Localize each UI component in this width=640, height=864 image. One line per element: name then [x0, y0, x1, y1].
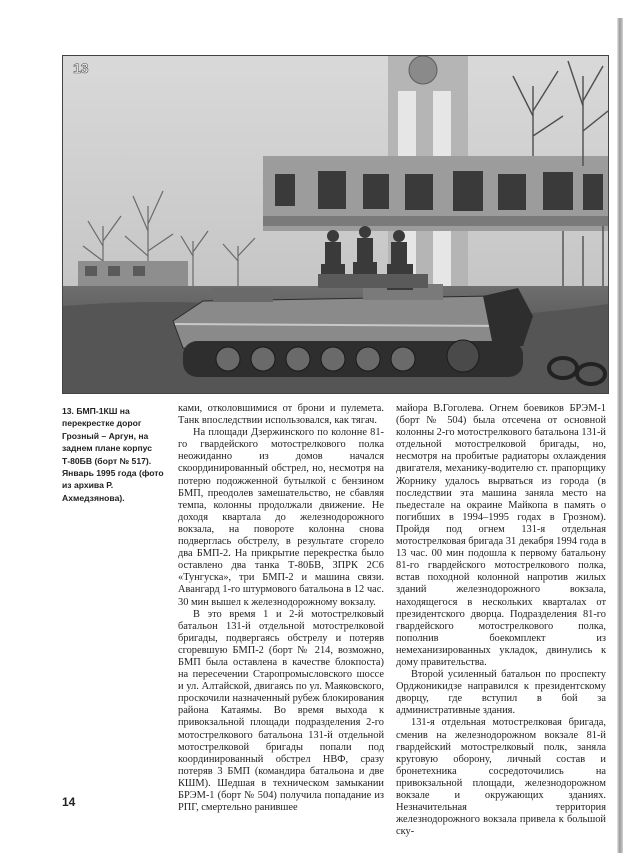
paragraph: майора В.Гоголева. Огнем боевиков БРЭМ-1 (борт № 504) была отсечена от основной колонны 2-го мотострелкового батальона 131-й отдельной мотострелковой бригады, но, несмотря на пробитые радиаторы охлаждения двигателя, механику-водителю ст. прапорщику Жорнику удалось вырваться из города (в последствии эта машина заняла место на пьедестале на окраине Майкопа в память о погибших в 1994–1995 годах в Грозном). Пройдя под огнем 131-я отдельная мотострелковая бригада 31 декабря 1994 года в 13 час. 00 мин подошла к первому батальону 81-го гвардейского мотострелкового полка, встав походной колонной напротив жилых зданий железнодорожного вокзала, находящегося в нескольких кварталах от президентского дворца. Подразделения 81-го гвардейского мотострелкового полка, пополнив боекомплект из немеханизированных укладок, двинулись к дому правительства.	[396, 403, 606, 668]
paragraph: На площади Дзержинского по колонне 81-го гвардейского мотострелкового полка неожиданно из домов начался скоординированный обстрел, но, несмотря на потерю подожженной бутылкой с бензином БМП, преодолев замешательство, не сбавляя темпа, колонны продолжали движение. Не доходя квартала до железнодорожного вокзала, на повороте колонна снова подверглась обстрелу, в результате сгорело два БМП-2. На прикрытие перекрестка было оставлено два танка Т-80БВ, ЗПРК 2С6 «Тунгуска», три БМП-2 и машина связи. Авангард 1-го штурмового батальона в 12 час. 30 мин вышел к железнодорожному вокзалу.	[178, 427, 384, 608]
text-column-left	[178, 403, 384, 814]
photo-number: 13	[73, 60, 89, 76]
page-edge	[617, 18, 623, 853]
paragraph: Второй усиленный батальон по проспекту Орджоникидзе направился к президентскому дворцу, где вступил в бой за административные здания.	[396, 669, 606, 717]
paragraph: ками, отколовшимися от брони и пулемета. Танк впоследствии использовался, как тягач.	[178, 403, 384, 427]
paragraph: В это время 1 и 2-й мотострелковый батальон 131-й отдельной мотострелковой бригады, подвергаясь обстрелу и потеряв сгоревшую БМП-2 (борт № 214, возможно, БМП была оставлена в качестве блокпоста) на пересечении Старопромысловского шоссе и ул. Алтайской, двигаясь по ул. Маяковского, проскочили назначенный рубеж блокирования района Катаямы. Во время выхода к привокзальной площади подразделения 2-го мотострелкового батальона 131-й отдельной мотострелковой бригады попали под координированный обстрел НВФ, сразу потеряв 3 БМП (командира батальона и две КШМ). Шедшая в техническом замыкании БРЭМ-1 (борт № 504) получила попадание из РПГ, смертельно ранившее	[178, 608, 384, 814]
photo-illustration	[63, 56, 608, 393]
page-number: 14	[62, 795, 76, 809]
photo	[62, 55, 609, 394]
figure-caption: 13. БМП-1КШ на перекрестке дорог Грозный – Аргун, на заднем плане корпус Т-80БВ (борт № 517). Январь 1995 года (фото из архива Р. Ахмедзянова).	[62, 406, 164, 503]
text-column-right	[396, 403, 606, 838]
paragraph: 131-я отдельная мотострелковая бригада, сменив на железнодорожном вокзале 81-й гвардейский мотострелковый полк, заняла круговую оборону, личный состав и бронетехника сосредоточились на привокзальной площади, железнодорожном вокзале и окружающих зданиях. Незначительная территория железнодорожного вокзала привела к большой ску-	[396, 717, 606, 838]
